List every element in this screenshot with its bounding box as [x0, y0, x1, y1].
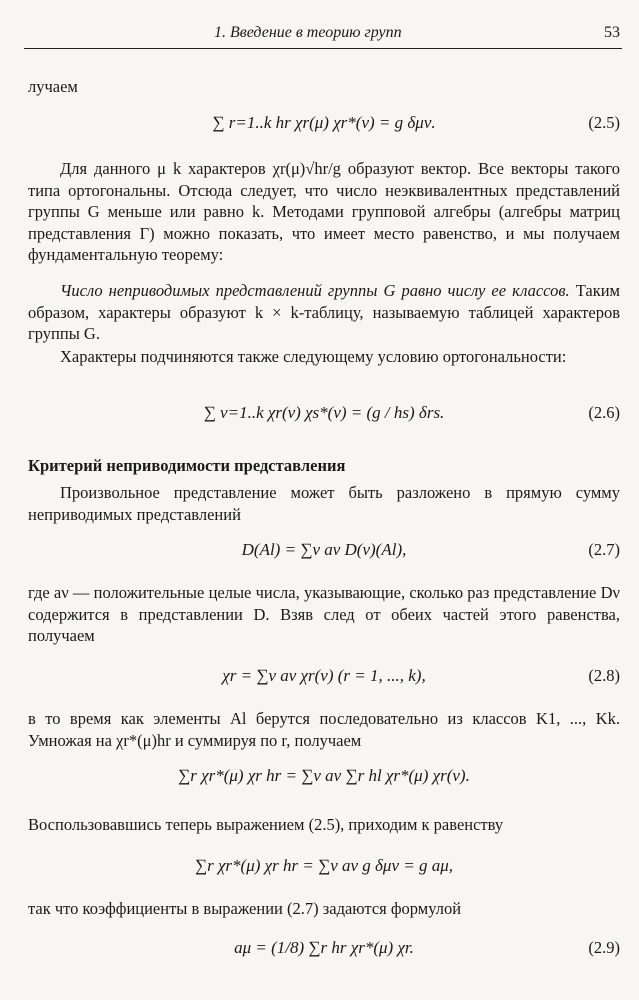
equation-2-6-body: ∑ ν=1..k χr(ν) χs*(ν) = (g / hs) δrs. — [203, 403, 445, 422]
paragraph-3-rest: Таким образом, характеры образуют k × k-таблицу, называемую таблицей характеров группы G. — [28, 281, 620, 343]
equation-2-9-body: aμ = (1/8) ∑r hr χr*(μ) χr. — [234, 938, 414, 957]
section-heading: Критерий неприводимости представления — [28, 456, 346, 475]
equation-2-5 — [28, 100, 620, 146]
paragraph-2: Для данного μ k характеров χr(μ)√hr/g образуют вектор. Все векторы такого типа ортогональны. Отсюда следует, что число неэквивалентных представлений группы G меньше или равно k. Методами групповой алгебры (алгебры матриц представления Γ) можно показать, что имеет место равенство, и мы получаем фундаментальную теорему: — [28, 159, 620, 264]
equation-unnumbered-1 — [28, 756, 620, 796]
equation-2-7-number: (2.7) — [588, 540, 620, 559]
theorem-statement: Число неприводимых представлений группы G равно числу ее классов. — [60, 281, 570, 300]
paragraph-7: в то время как элементы Al берутся последовательно из классов K1, ..., Kk. Умножая на χr*(μ)hr и суммируя по r, получаем — [28, 709, 620, 750]
paragraph-6: где aν — положительные целые числа, указывающие, сколько раз представление Dν содержится в представлении D. Взяв след от обеих частей этого равенства, получаем — [28, 583, 620, 645]
equation-2-5-body: ∑ r=1..k hr χr(μ) χr*(ν) = g δμν. — [212, 113, 436, 132]
equation-unnumbered-1-body: ∑r χr*(μ) χr hr = ∑ν aν ∑r hl χr*(μ) χr(ν). — [178, 766, 470, 785]
running-head: 1. Введение в теорию групп — [214, 24, 402, 41]
equation-2-6 — [28, 385, 620, 441]
equation-2-7-body: D(Al) = ∑ν aν D(ν)(Al), — [241, 540, 407, 559]
paragraph-5: Произвольное представление может быть разложено в прямую сумму неприводимых представлений — [28, 483, 620, 524]
equation-unnumbered-2 — [28, 846, 620, 886]
paragraph-4: Характеры подчиняются также следующему условию ортогональности: — [60, 347, 567, 366]
paragraph-8: Воспользовавшись теперь выражением (2.5), приходим к равенству — [28, 815, 504, 834]
equation-unnumbered-2-body: ∑r χr*(μ) χr hr = ∑ν aν g δμν = g aμ, — [194, 856, 454, 875]
paragraph-9: так что коэффициенты в выражении (2.7) задаются формулой — [28, 899, 462, 918]
equation-2-9-number: (2.9) — [588, 938, 620, 957]
equation-2-6-number: (2.6) — [588, 403, 620, 422]
page-number: 53 — [604, 24, 620, 41]
equation-2-9 — [28, 926, 620, 970]
equation-2-8-body: χr = ∑ν aν χr(ν) (r = 1, ..., k), — [222, 666, 426, 685]
page-header — [24, 22, 622, 49]
equation-2-5-number: (2.5) — [588, 113, 620, 132]
equation-2-7 — [28, 530, 620, 570]
equation-2-8-number: (2.8) — [588, 666, 620, 685]
paragraph-1: лучаем — [28, 77, 78, 96]
equation-2-8 — [28, 656, 620, 696]
paragraph-3 — [28, 280, 620, 345]
